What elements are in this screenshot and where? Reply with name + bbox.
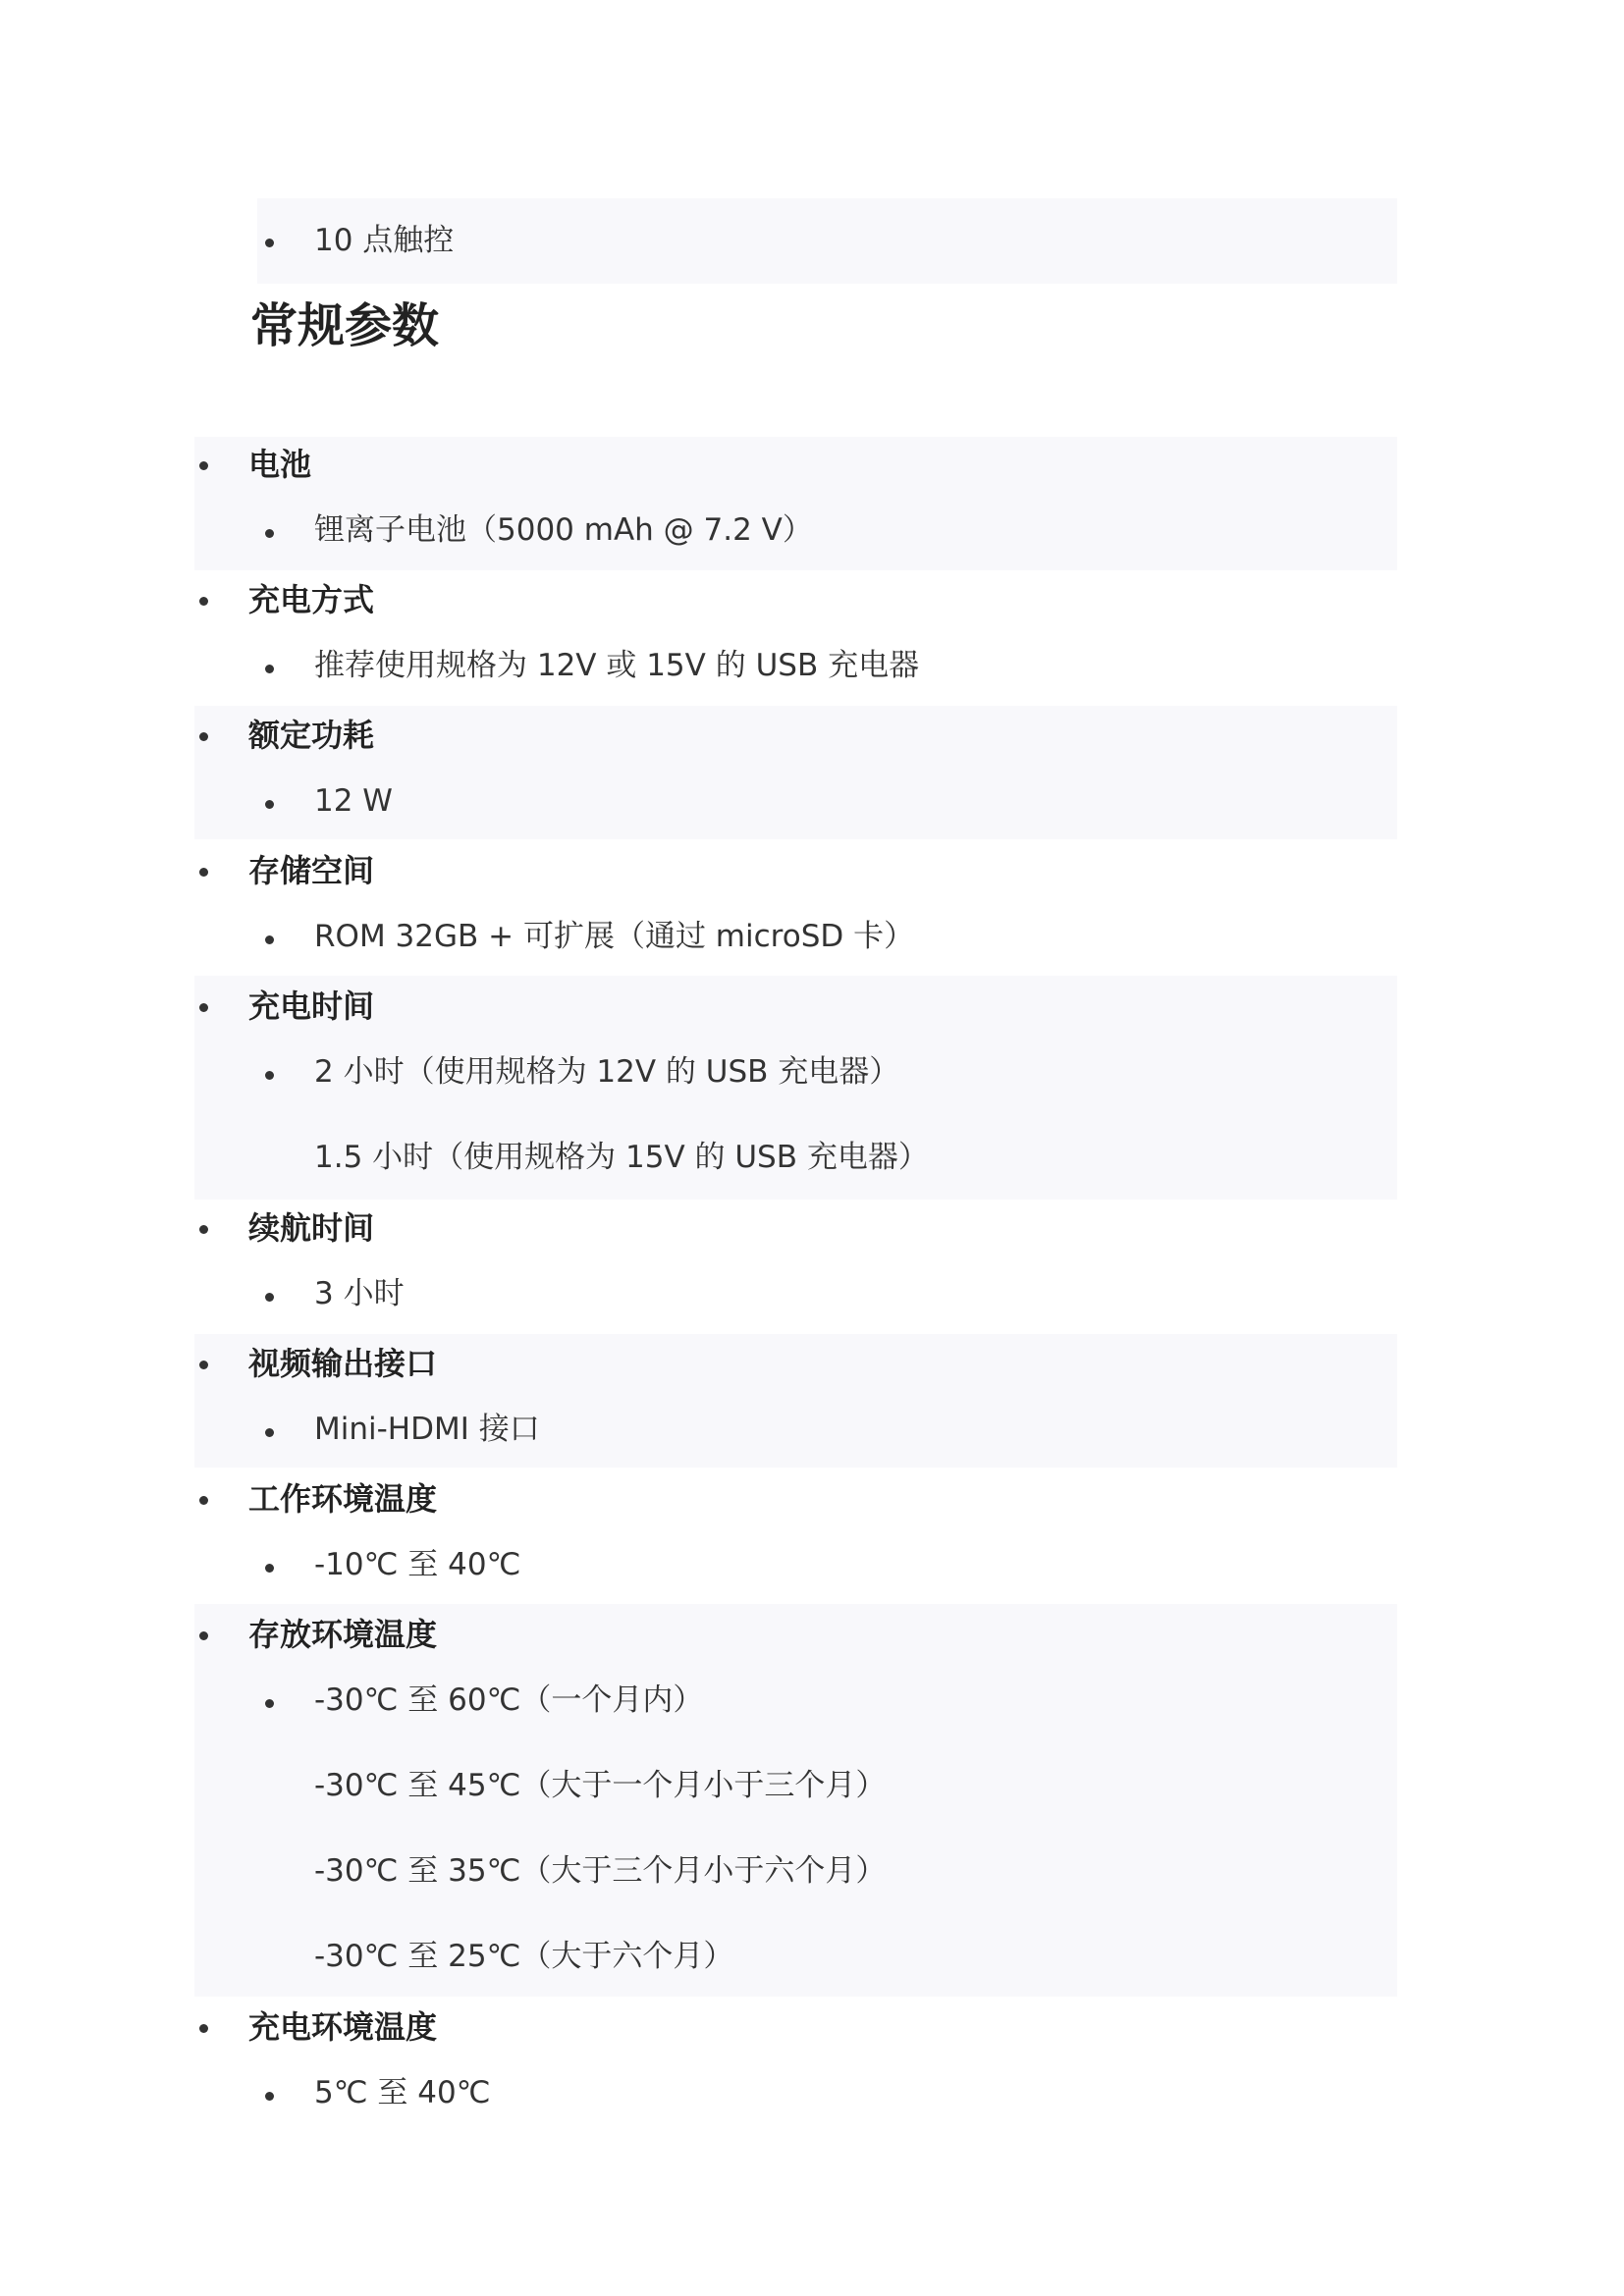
spec-label-battery-life: 续航时间 [248,1209,375,1247]
spec-value-charging-temp: 5℃ 至 40℃ [314,2075,491,2110]
bullet [199,597,208,606]
spec-label-rated-power: 额定功耗 [248,717,375,754]
shade-power [194,706,1397,839]
bullet [265,800,274,809]
spec-value-charging-method: 推荐使用规格为 12V 或 15V 的 USB 充电器 [314,648,920,683]
spec-value-storage-temp-2: -30℃ 至 45℃（大于一个月小于三个月） [314,1768,887,1803]
spec-value-video-output: Mini-HDMI 接口 [314,1412,540,1447]
bullet [199,461,208,470]
spec-label-charging-temp: 充电环境温度 [248,2008,438,2046]
bullet [265,1564,274,1573]
bullet [199,1225,208,1234]
spec-label-battery: 电池 [248,446,312,483]
bullet [199,2024,208,2033]
spec-label-video-output: 视频输出接口 [248,1345,438,1382]
spec-label-charge-time: 充电时间 [248,988,375,1025]
spec-value-battery-life: 3 小时 [314,1276,405,1311]
bullet [199,868,208,877]
spec-value-rated-power: 12 W [314,783,393,819]
spec-label-charging-method: 充电方式 [248,581,375,618]
bullet [265,529,274,538]
bullet [265,239,274,247]
spec-label-storage-temp: 存放环境温度 [248,1616,438,1653]
spec-value-charge-time-2: 1.5 小时（使用规格为 15V 的 USB 充电器） [314,1140,929,1175]
bullet [265,1071,274,1080]
bullet [199,1361,208,1369]
spec-value-charge-time-1: 2 小时（使用规格为 12V 的 USB 充电器） [314,1054,900,1090]
section-title: 常规参数 [250,298,440,353]
bullet [199,732,208,741]
spec-value-battery: 锂离子电池（5000 mAh @ 7.2 V） [314,512,813,548]
shade-battery [194,437,1397,570]
bullet [265,1293,274,1302]
bullet [199,1003,208,1012]
list-item-touch: 10 点触控 [314,223,455,258]
spec-value-storage-temp-1: -30℃ 至 60℃（一个月内） [314,1682,704,1718]
bullet [199,1496,208,1505]
spec-value-storage-temp-4: -30℃ 至 25℃（大于六个月） [314,1939,734,1974]
spec-value-storage-temp-3: -30℃ 至 35℃（大于三个月小于六个月） [314,1853,887,1889]
bullet [265,2092,274,2101]
bullet [265,935,274,944]
spec-value-operating-temp: -10℃ 至 40℃ [314,1547,521,1582]
bullet [199,1631,208,1640]
bullet [265,1699,274,1708]
bullet [265,665,274,673]
spec-label-operating-temp: 工作环境温度 [248,1480,438,1518]
bullet [265,1428,274,1437]
spec-value-storage: ROM 32GB + 可扩展（通过 microSD 卡） [314,919,915,954]
spec-label-storage: 存储空间 [248,852,375,889]
